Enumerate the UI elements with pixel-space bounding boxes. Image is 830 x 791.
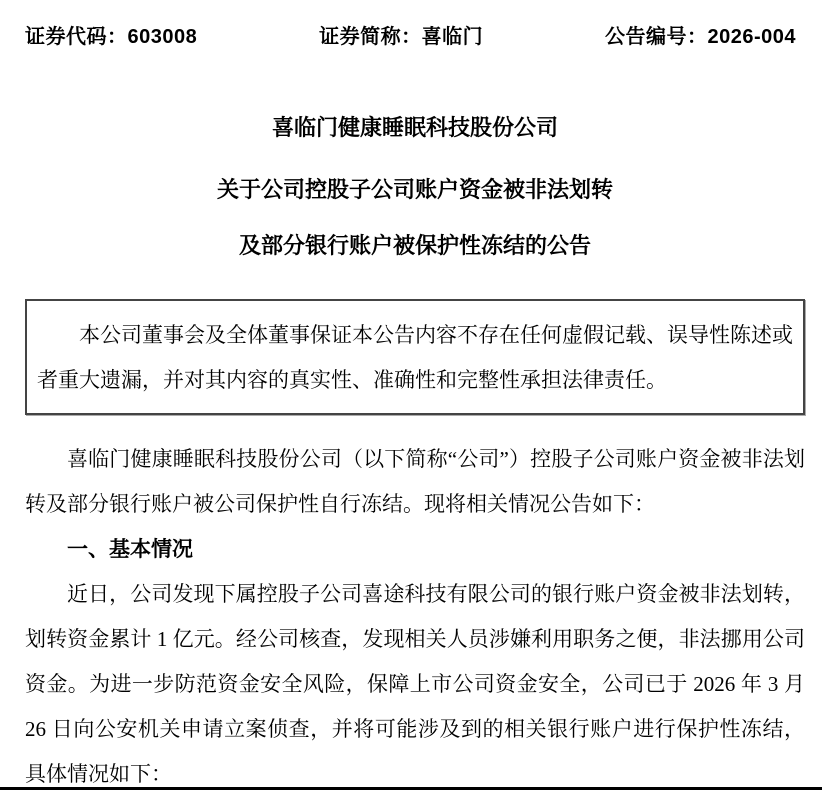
section1-paragraph: 近日，公司发现下属控股子公司喜途科技有限公司的银行账户资金被非法划转，划转资金累计 1 亿元。经公司核查，发现相关人员涉嫌利用职务之便，非法挪用公司资金。为进一步防范资金安全风险，保障上市公司资金安全，公司已于 2026 年 3 月 26 日向公安机关申请立案侦查，并将可能涉及到的相关银行账户进行保护性冻结，具体情况如下： [25,582,805,786]
title-subject-line-2: 及部分银行账户被保护性冻结的公告 [238,233,591,258]
section-heading-basic-info: 一、基本情况 [67,538,193,561]
announcement-number-label: 公告编号：2026-004 [604,26,796,48]
stock-name-label: 证券简称：喜临门 [319,26,484,48]
title-subject-line-1: 关于公司控股子公司账户资金被非法划转 [216,177,613,202]
disclaimer-text: 本公司董事会及全体董事保证本公告内容不存在任何虚假记载、误导性陈述或者重大遗漏，并对其内容的真实性、准确性和完整性承担法律责任。 [37,323,793,392]
page-bottom-rule [0,787,822,790]
title-company-name: 喜临门健康睡眠科技股份公司 [271,115,558,140]
disclaimer-box [25,299,805,415]
header-row [0,0,830,49]
intro-paragraph: 喜临门健康睡眠科技股份公司（以下简称“公司”）控股子公司账户资金被非法划转及部分银行账户被公司保护性自行冻结。现将相关情况公告如下： [25,447,805,516]
stock-code-label: 证券代码：603008 [25,26,198,48]
